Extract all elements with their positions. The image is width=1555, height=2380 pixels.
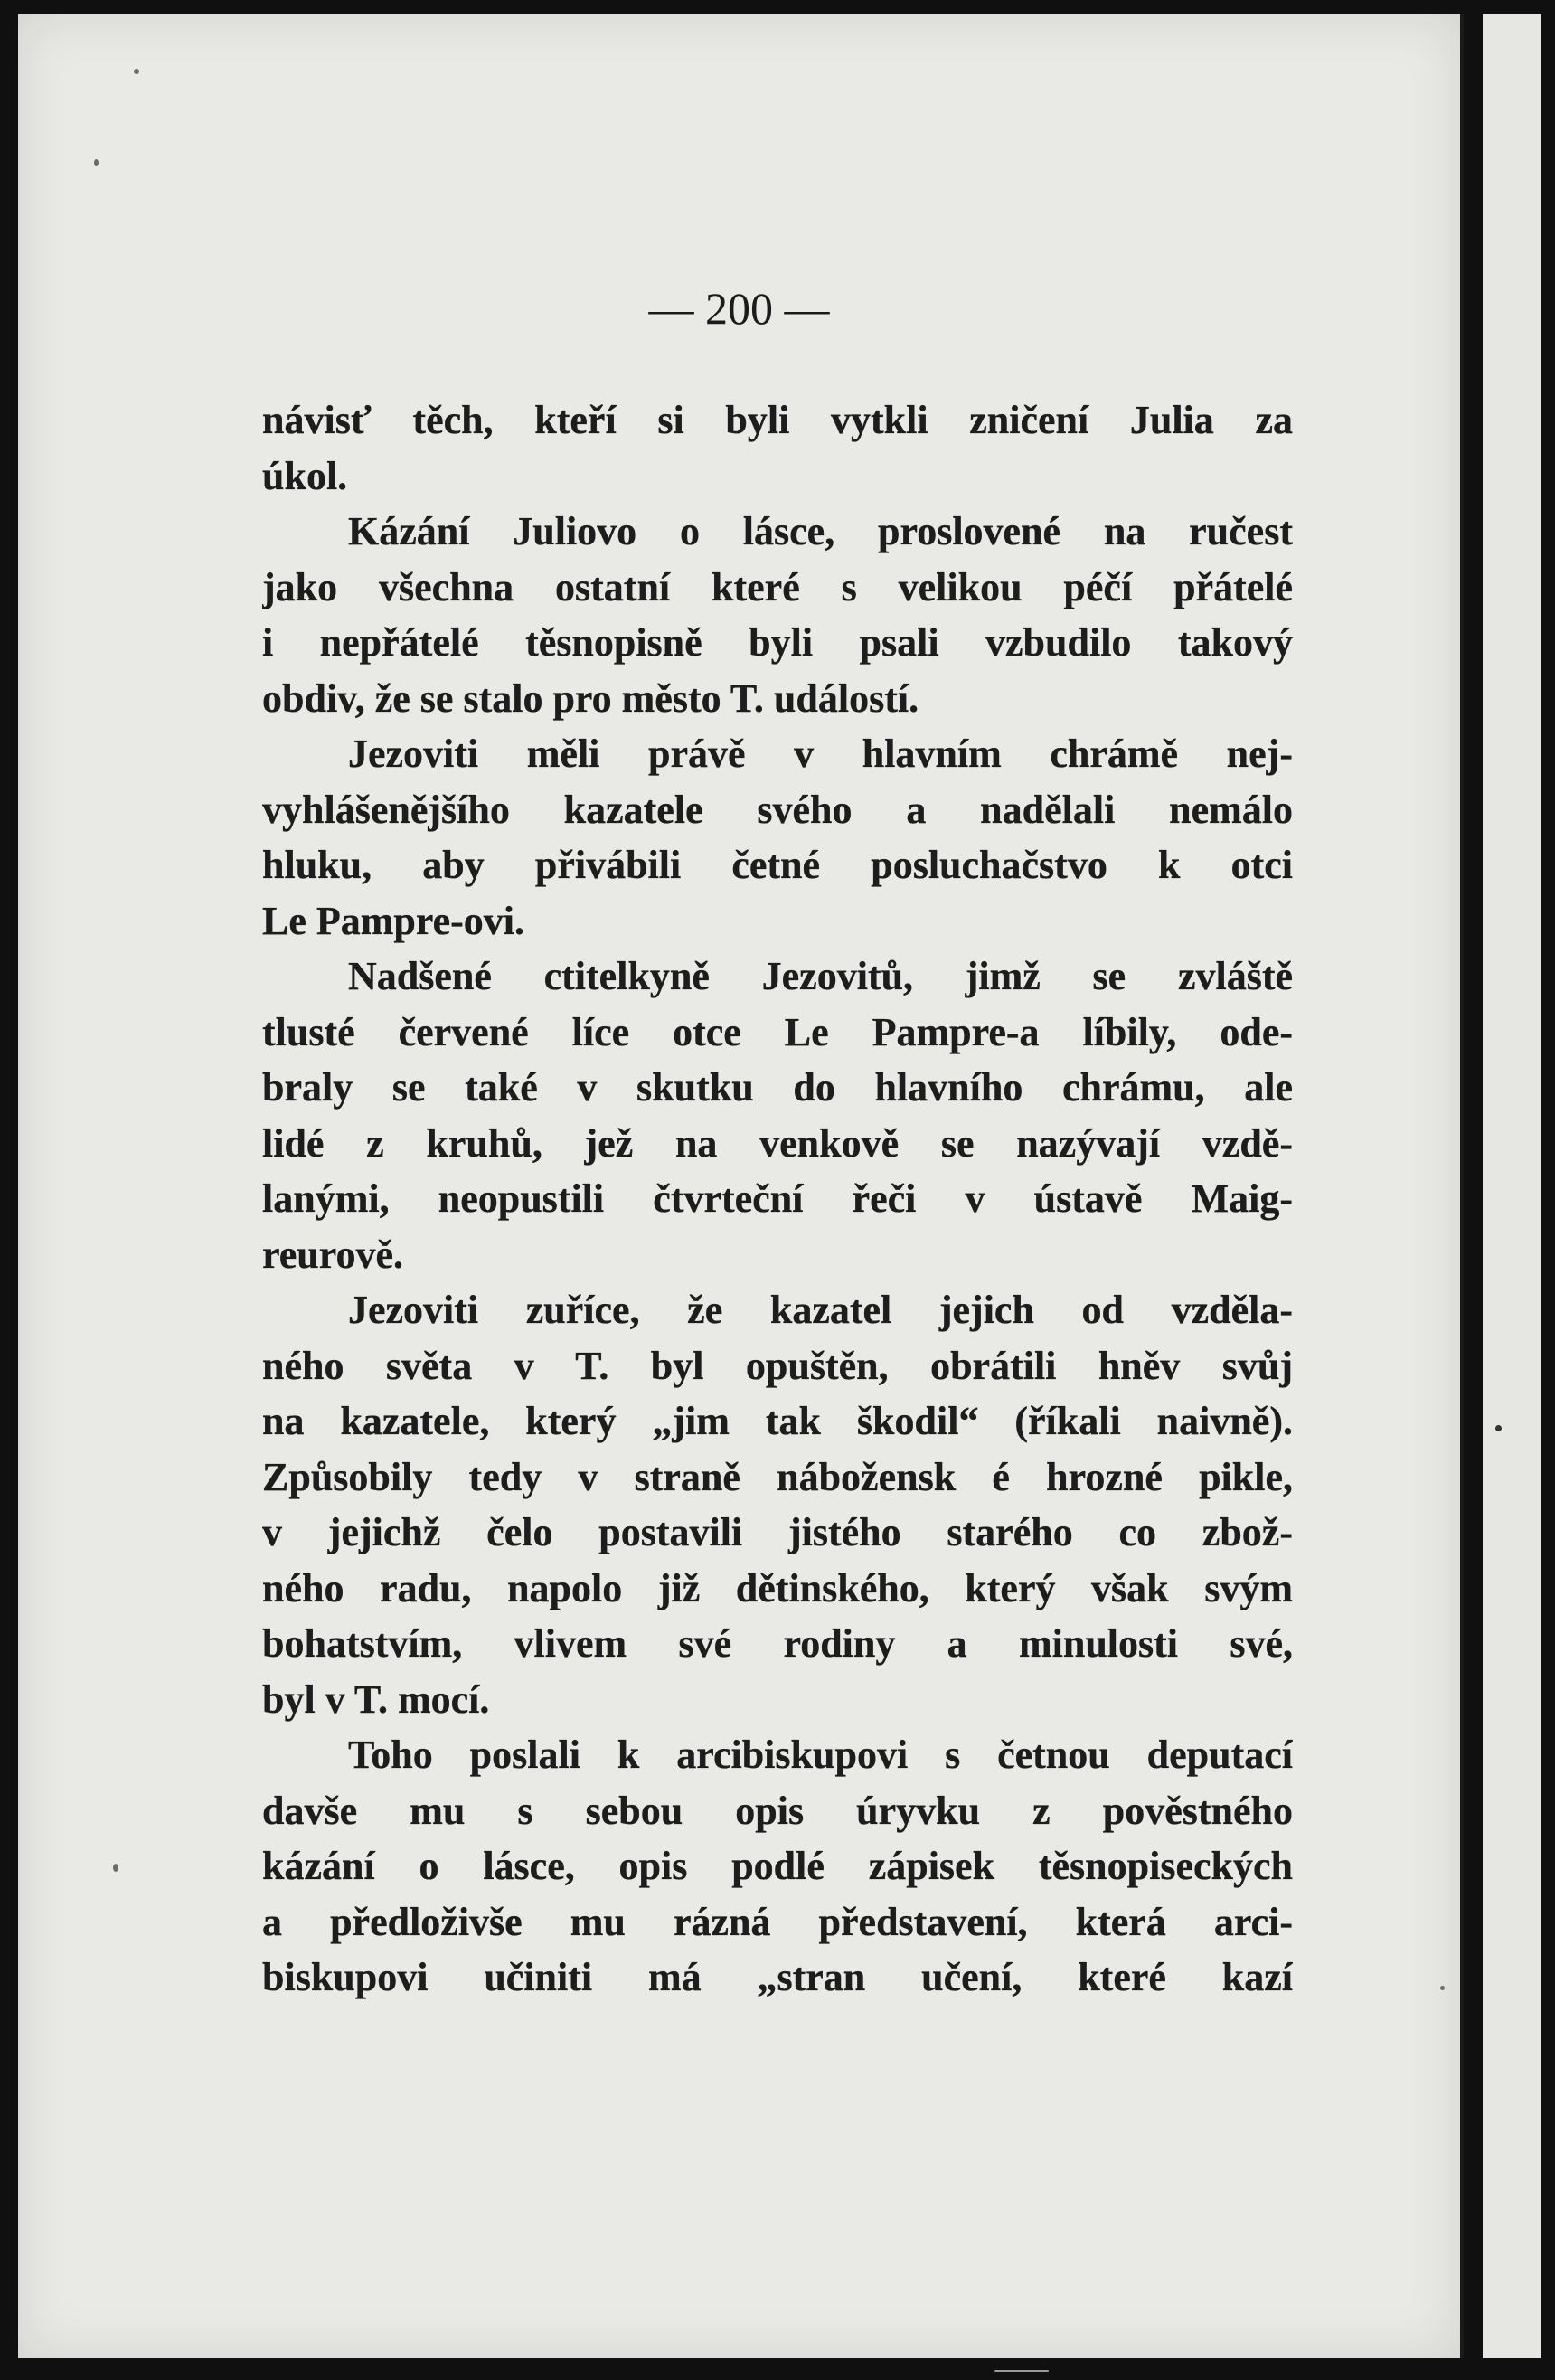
text-line: lidé z kruhů, jež na venkově se nazývají vzdě-	[262, 1120, 1293, 1166]
text-line: kázání o lásce, opis podlé zápisek těsnopiseckých	[262, 1844, 1293, 1888]
body-text	[262, 392, 1293, 2006]
text-line: tlusté červené líce otce Le Pampre-a líbily, ode-	[262, 1009, 1293, 1054]
text-line: lanými, neopustili čtvrteční řeči v ústavě Maig-	[262, 1176, 1293, 1221]
text-line: hluku, aby přivábili četné posluchačstvo k otci	[262, 843, 1293, 887]
dust-speck	[113, 1864, 118, 1872]
dust-speck	[1440, 1986, 1445, 1990]
text-line: reurově.	[262, 1232, 403, 1277]
text-line: na kazatele, který „jim tak škodil“ (říkali naivně).	[262, 1399, 1293, 1443]
text-line: Jezoviti zuříce, že kazatel jejich od vzděla-	[348, 1288, 1293, 1332]
text-line: ného radu, napolo již dětinského, který však svým	[262, 1565, 1293, 1610]
text-line: byl v T. mocí.	[262, 1676, 490, 1722]
text-line: úkol.	[262, 453, 348, 498]
text-line: Toho poslali k arcibiskupovi s četnou deputací	[348, 1733, 1293, 1777]
text-line: návisť těch, kteří si byli vytkli zničení Julia za	[262, 398, 1293, 442]
text-line: Nadšené ctitelkyně Jezovitů, jimž se zvláště	[348, 954, 1293, 998]
text-line: v jejichž čelo postavili jistého starého co zbož-	[262, 1510, 1293, 1554]
text-line: biskupovi učiniti má „stran učení, které kazí	[262, 1955, 1293, 1999]
next-page-edge	[1483, 14, 1541, 2358]
text-line: bohatstvím, vlivem své rodiny a minulosti své,	[262, 1621, 1293, 1666]
text-line: vyhlášenějšího kazatele svého a nadělali nemálo	[262, 787, 1293, 832]
text-line: ného světa v T. byl opuštěn, obrátili hněv svůj	[262, 1343, 1293, 1388]
dust-speck	[994, 2370, 1049, 2372]
dust-speck	[94, 159, 99, 166]
text-line: jako všechna ostatní které s velikou péčí přátelé	[262, 564, 1293, 609]
text-line: Jezoviti měli právě v hlavním chrámě nej-	[348, 732, 1293, 776]
text-line: braly se také v skutku do hlavního chrámu, ale	[262, 1065, 1293, 1110]
dust-speck	[134, 69, 139, 74]
text-line: a předloživše mu rázná představení, která arci-	[262, 1899, 1293, 1944]
page-number: — 200 —	[648, 283, 830, 334]
text-line: davše mu s sebou opis úryvku z pověstného	[262, 1788, 1293, 1833]
text-line: Le Pampre-ovi.	[262, 898, 525, 943]
page-sheet	[18, 14, 1464, 2358]
dust-speck	[1495, 1425, 1502, 1431]
text-line: Způsobily tedy v straně nábožensk é hrozné pikle,	[262, 1454, 1293, 1499]
text-line: obdiv, že se stalo pro město T. událostí.	[262, 675, 919, 721]
text-line: Kázání Juliovo o lásce, proslovené na ručest	[348, 509, 1293, 553]
text-line: i nepřátelé těsnopisně byli psali vzbudilo takový	[262, 620, 1293, 665]
